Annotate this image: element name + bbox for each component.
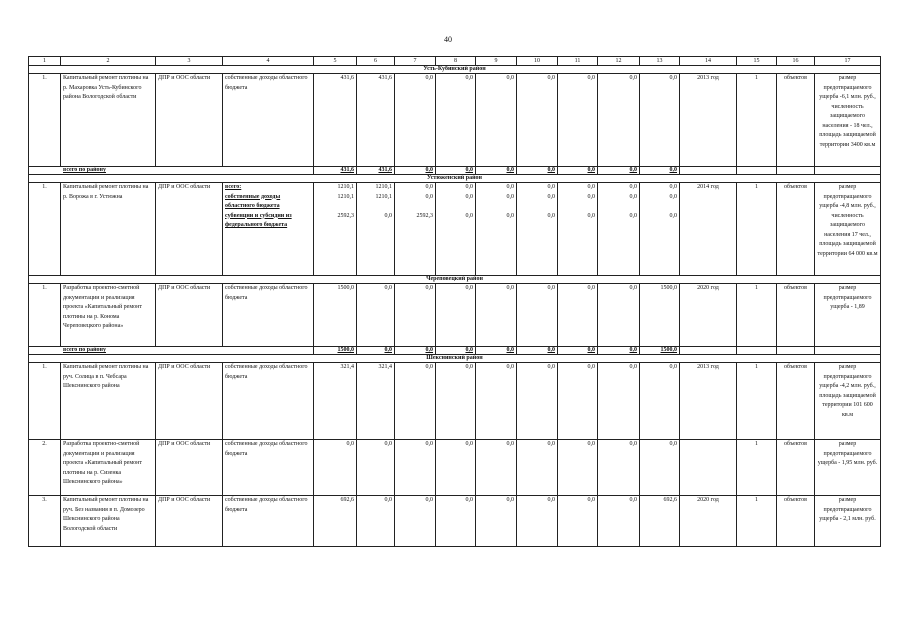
amount-value: 0,0: [506, 75, 514, 81]
total-row: [29, 167, 881, 175]
empty-cell: [680, 347, 737, 355]
amount-value: 0,0: [506, 213, 514, 219]
amount-cell: [558, 183, 598, 276]
section-row: [29, 276, 881, 284]
amount-cell: [395, 284, 436, 347]
amount-value: 0,0: [506, 193, 514, 200]
amount-value: 0,0: [465, 441, 473, 447]
measure-name: Разработка проектно-сметной документации и реализация проекта «Капитальный ремонт плотины на р. Сизенка Шекснинского района»: [61, 440, 156, 496]
amount-value: 0,0: [587, 75, 595, 81]
amount-value: 0,0: [465, 213, 473, 219]
header-cell: 17: [815, 57, 881, 66]
effect-indicator: размер предотвращаемого ущерба -6,1 млн. руб., численность защищаемого населения - 18 чел., площадь защищаемой территории 3400 кв.м: [815, 74, 881, 167]
amount-cell: [314, 284, 357, 347]
amount-cell: [598, 363, 640, 440]
amount-cell: [598, 284, 640, 347]
unit: объектов: [777, 496, 815, 547]
amount-cell: [436, 363, 476, 440]
table-row: [29, 284, 881, 347]
header-cell: 15: [737, 57, 777, 66]
executor: ДПР и ООС области: [156, 74, 223, 167]
amount-cell: [476, 74, 517, 167]
amount-value: 0,0: [346, 441, 354, 447]
completion-year: 2013 год: [680, 74, 737, 167]
amount-cell: [395, 74, 436, 167]
amount-value: 1500,0: [660, 285, 677, 291]
amount-value: 0,0: [465, 184, 473, 190]
unit: объектов: [777, 74, 815, 167]
amount-value: 0,0: [629, 193, 637, 200]
table-row: [29, 440, 881, 496]
total-label: всего по району: [29, 347, 314, 355]
amount-cell: [436, 496, 476, 547]
header-row: [29, 57, 881, 66]
amount-value: 2592,3: [337, 213, 354, 219]
measure-name: Разработка проектно-сметной документации и реализация проекта «Капитальный ремонт плотины на р. Конома Череповецкого района»: [61, 284, 156, 347]
effect-indicator: размер предотвращаемого ущерба -4,2 млн. руб., площадь защищаемой территории 101 600 кв.м: [815, 363, 881, 440]
amount-cell: [476, 284, 517, 347]
program-table: [28, 56, 881, 547]
amount-value: 0,0: [669, 75, 677, 81]
amount-value: 0,0: [629, 184, 637, 190]
amount-value: 0,0: [425, 364, 433, 370]
amount-cell: [314, 363, 357, 440]
measure-name: Капитальный ремонт плотины на руч. Без названия в п. Домозеро Шекснинского района Вологодской области: [61, 496, 156, 547]
amount-value: 0,0: [547, 75, 555, 81]
funding-source-line: собственные доходы областного бюджета: [225, 497, 308, 513]
amount-value: 1210,1: [375, 193, 392, 200]
header-cell: 6: [357, 57, 395, 66]
unit: объектов: [777, 284, 815, 347]
executor: ДПР и ООС области: [156, 496, 223, 547]
funding-source-line: субвенции и субсидии из федерального бюджета: [225, 212, 292, 228]
funding-source-line: собственные доходы областного бюджета: [225, 75, 308, 91]
total-value: 0,0: [598, 347, 640, 355]
funding-source: [223, 363, 314, 440]
effect-indicator: размер предотвращаемого ущерба -4,8 млн. руб., численность защищаемого населения 17 чел., площадь защищаемой территории 64 000 кв.м: [815, 183, 881, 276]
funding-source-line: собственные доходы областного бюджета: [225, 441, 308, 457]
total-value: 0,0: [436, 167, 476, 175]
amount-value: 0,0: [547, 184, 555, 190]
amount-cell: [357, 183, 395, 276]
amount-value: 0,0: [629, 213, 637, 219]
amount-value: 0,0: [465, 193, 473, 200]
completion-year: 2013 год: [680, 363, 737, 440]
amount-value: 692,6: [663, 497, 677, 503]
amount-cell: [598, 496, 640, 547]
funding-source-line: собственные доходы областного бюджета: [225, 193, 281, 209]
amount-value: 0,0: [669, 213, 677, 219]
funding-source-line: собственные доходы областного бюджета: [225, 285, 308, 301]
section-title: Шекснинский район: [29, 355, 881, 363]
amount-cell: [517, 440, 558, 496]
amount-value: 0,0: [587, 285, 595, 291]
amount-value: 0,0: [629, 441, 637, 447]
amount-value: 0,0: [425, 441, 433, 447]
measure-name: Капитальный ремонт плотины на р. Ворожа в г. Устюжна: [61, 183, 156, 276]
amount-value: 0,0: [547, 193, 555, 200]
amount-cell: [476, 183, 517, 276]
amount-value: 0,0: [384, 285, 392, 291]
amount-cell: [558, 440, 598, 496]
total-label: всего по району: [29, 167, 314, 175]
header-cell: 11: [558, 57, 598, 66]
amount-value: 0,0: [506, 364, 514, 370]
empty-cell: [777, 167, 815, 175]
completion-year: 2020 год: [680, 284, 737, 347]
funding-source: [223, 284, 314, 347]
amount-value: 0,0: [465, 75, 473, 81]
amount-value: 1210,1: [337, 184, 354, 190]
amount-value: 321,4: [378, 364, 392, 370]
amount-cell: [517, 74, 558, 167]
amount-cell: [476, 363, 517, 440]
amount-cell: [598, 440, 640, 496]
quantity: 1: [737, 183, 777, 276]
amount-value: 0,0: [425, 193, 433, 200]
amount-value: 0,0: [547, 441, 555, 447]
total-value: 0,0: [517, 167, 558, 175]
amount-cell: [395, 440, 436, 496]
total-value: 0,0: [517, 347, 558, 355]
header-cell: 14: [680, 57, 737, 66]
total-value: 0,0: [558, 167, 598, 175]
amount-value: 692,6: [340, 497, 354, 503]
section-title: Устюженский район: [29, 175, 881, 183]
amount-cell: [357, 284, 395, 347]
amount-value: 431,6: [340, 75, 354, 81]
unit: объектов: [777, 183, 815, 276]
amount-cell: [558, 363, 598, 440]
total-value: 0,0: [357, 347, 395, 355]
row-number: 1.: [29, 74, 61, 167]
amount-cell: [640, 74, 680, 167]
quantity: 1: [737, 284, 777, 347]
header-cell: 13: [640, 57, 680, 66]
total-value: 0,0: [436, 347, 476, 355]
amount-value: 0,0: [465, 364, 473, 370]
amount-cell: [558, 74, 598, 167]
amount-value: 0,0: [506, 184, 514, 190]
amount-value: 0,0: [587, 184, 595, 190]
amount-cell: [517, 284, 558, 347]
amount-cell: [357, 74, 395, 167]
amount-value: 0,0: [587, 193, 595, 200]
amount-cell: [640, 183, 680, 276]
amount-value: 0,0: [506, 441, 514, 447]
amount-value: 431,6: [378, 75, 392, 81]
amount-cell: [640, 284, 680, 347]
amount-value: 2592,3: [416, 213, 433, 219]
executor: ДПР и ООС области: [156, 183, 223, 276]
amount-value: 0,0: [425, 184, 433, 190]
empty-cell: [680, 167, 737, 175]
empty-cell: [737, 167, 777, 175]
measure-name: Капитальный ремонт плотины на р. Махаровка Усть-Кубинского района Вологодской области: [61, 74, 156, 167]
total-value: 0,0: [395, 167, 436, 175]
amount-cell: [357, 496, 395, 547]
table-row: [29, 74, 881, 167]
header-cell: 4: [223, 57, 314, 66]
header-cell: 5: [314, 57, 357, 66]
amount-cell: [395, 183, 436, 276]
amount-value: 0,0: [384, 497, 392, 503]
amount-value: 0,0: [425, 75, 433, 81]
funding-source-line: собственные доходы областного бюджета: [225, 364, 308, 380]
amount-value: 0,0: [425, 285, 433, 291]
header-cell: 8: [436, 57, 476, 66]
section-title: Усть-Кубинский район: [29, 66, 881, 74]
amount-value: 0,0: [669, 184, 677, 190]
header-cell: 9: [476, 57, 517, 66]
quantity: 1: [737, 440, 777, 496]
amount-cell: [436, 74, 476, 167]
amount-value: 0,0: [506, 285, 514, 291]
amount-value: 0,0: [629, 285, 637, 291]
executor: ДПР и ООС области: [156, 440, 223, 496]
amount-cell: [436, 440, 476, 496]
amount-value: 321,4: [340, 364, 354, 370]
amount-cell: [517, 183, 558, 276]
total-value: 1500,0: [314, 347, 357, 355]
section-row: [29, 66, 881, 74]
total-value: 431,6: [357, 167, 395, 175]
amount-cell: [436, 284, 476, 347]
funding-source-line: всего:: [225, 184, 242, 190]
funding-source: [223, 440, 314, 496]
amount-value: 0,0: [465, 497, 473, 503]
amount-cell: [517, 496, 558, 547]
amount-value: 0,0: [465, 285, 473, 291]
quantity: 1: [737, 74, 777, 167]
amount-cell: [598, 74, 640, 167]
total-row: [29, 347, 881, 355]
completion-year: 2014 год: [680, 183, 737, 276]
amount-value: 0,0: [587, 441, 595, 447]
funding-source: [223, 74, 314, 167]
quantity: 1: [737, 363, 777, 440]
amount-cell: [314, 440, 357, 496]
amount-value: 1210,1: [375, 184, 392, 190]
amount-value: 0,0: [629, 497, 637, 503]
amount-cell: [640, 496, 680, 547]
total-value: 0,0: [598, 167, 640, 175]
section-row: [29, 175, 881, 183]
amount-value: 0,0: [629, 364, 637, 370]
row-number: 1.: [29, 363, 61, 440]
header-cell: 16: [777, 57, 815, 66]
table-row: [29, 363, 881, 440]
amount-cell: [314, 496, 357, 547]
empty-cell: [777, 347, 815, 355]
unit: объектов: [777, 440, 815, 496]
total-value: 1500,0: [640, 347, 680, 355]
amount-value: 0,0: [384, 441, 392, 447]
row-number: 1.: [29, 284, 61, 347]
amount-cell: [640, 363, 680, 440]
amount-value: 0,0: [629, 75, 637, 81]
header-cell: 1: [29, 57, 61, 66]
effect-indicator: размер предотвращаемого ущерба - 2,1 млн. руб.: [815, 496, 881, 547]
amount-value: 0,0: [669, 364, 677, 370]
funding-source: [223, 183, 314, 276]
amount-value: 0,0: [587, 364, 595, 370]
page-number: 40: [444, 35, 452, 44]
row-number: 2.: [29, 440, 61, 496]
header-cell: 10: [517, 57, 558, 66]
amount-cell: [558, 496, 598, 547]
empty-cell: [815, 167, 881, 175]
unit: объектов: [777, 363, 815, 440]
amount-cell: [357, 440, 395, 496]
amount-cell: [517, 363, 558, 440]
amount-cell: [436, 183, 476, 276]
amount-cell: [314, 183, 357, 276]
amount-cell: [476, 440, 517, 496]
amount-value: 0,0: [547, 213, 555, 219]
total-value: 0,0: [395, 347, 436, 355]
total-value: 431,6: [314, 167, 357, 175]
completion-year: 2020 год: [680, 496, 737, 547]
amount-value: 0,0: [547, 497, 555, 503]
table-row: [29, 496, 881, 547]
amount-value: 1210,1: [337, 193, 354, 200]
header-cell: 3: [156, 57, 223, 66]
amount-value: 0,0: [547, 285, 555, 291]
header-cell: 12: [598, 57, 640, 66]
total-value: 0,0: [476, 347, 517, 355]
amount-value: 1500,0: [337, 285, 354, 291]
amount-cell: [395, 496, 436, 547]
measure-name: Капитальный ремонт плотины на руч. Солица в п. Чебсара Шекснинского района: [61, 363, 156, 440]
header-cell: 2: [61, 57, 156, 66]
effect-indicator: размер предотвращаемого ущерба - 1,95 млн. руб.: [815, 440, 881, 496]
section-title: Череповецкий район: [29, 276, 881, 284]
row-number: 1.: [29, 183, 61, 276]
amount-value: 0,0: [425, 497, 433, 503]
total-value: 0,0: [476, 167, 517, 175]
amount-cell: [476, 496, 517, 547]
amount-value: 0,0: [669, 441, 677, 447]
amount-cell: [357, 363, 395, 440]
amount-value: 0,0: [506, 497, 514, 503]
section-row: [29, 355, 881, 363]
amount-cell: [314, 74, 357, 167]
total-value: 0,0: [640, 167, 680, 175]
amount-cell: [640, 440, 680, 496]
effect-indicator: размер предотвращаемого ущерба - 1,89: [815, 284, 881, 347]
amount-value: 0,0: [587, 213, 595, 219]
amount-cell: [395, 363, 436, 440]
amount-cell: [558, 284, 598, 347]
amount-value: 0,0: [669, 193, 677, 200]
amount-value: 0,0: [587, 497, 595, 503]
table-row: [29, 183, 881, 276]
empty-cell: [815, 347, 881, 355]
amount-value: 0,0: [547, 364, 555, 370]
amount-cell: [598, 183, 640, 276]
row-number: 3.: [29, 496, 61, 547]
completion-year: [680, 440, 737, 496]
executor: ДПР и ООС области: [156, 363, 223, 440]
executor: ДПР и ООС области: [156, 284, 223, 347]
empty-cell: [737, 347, 777, 355]
total-value: 0,0: [558, 347, 598, 355]
header-cell: 7: [395, 57, 436, 66]
funding-source: [223, 496, 314, 547]
amount-value: 0,0: [384, 213, 392, 219]
quantity: 1: [737, 496, 777, 547]
